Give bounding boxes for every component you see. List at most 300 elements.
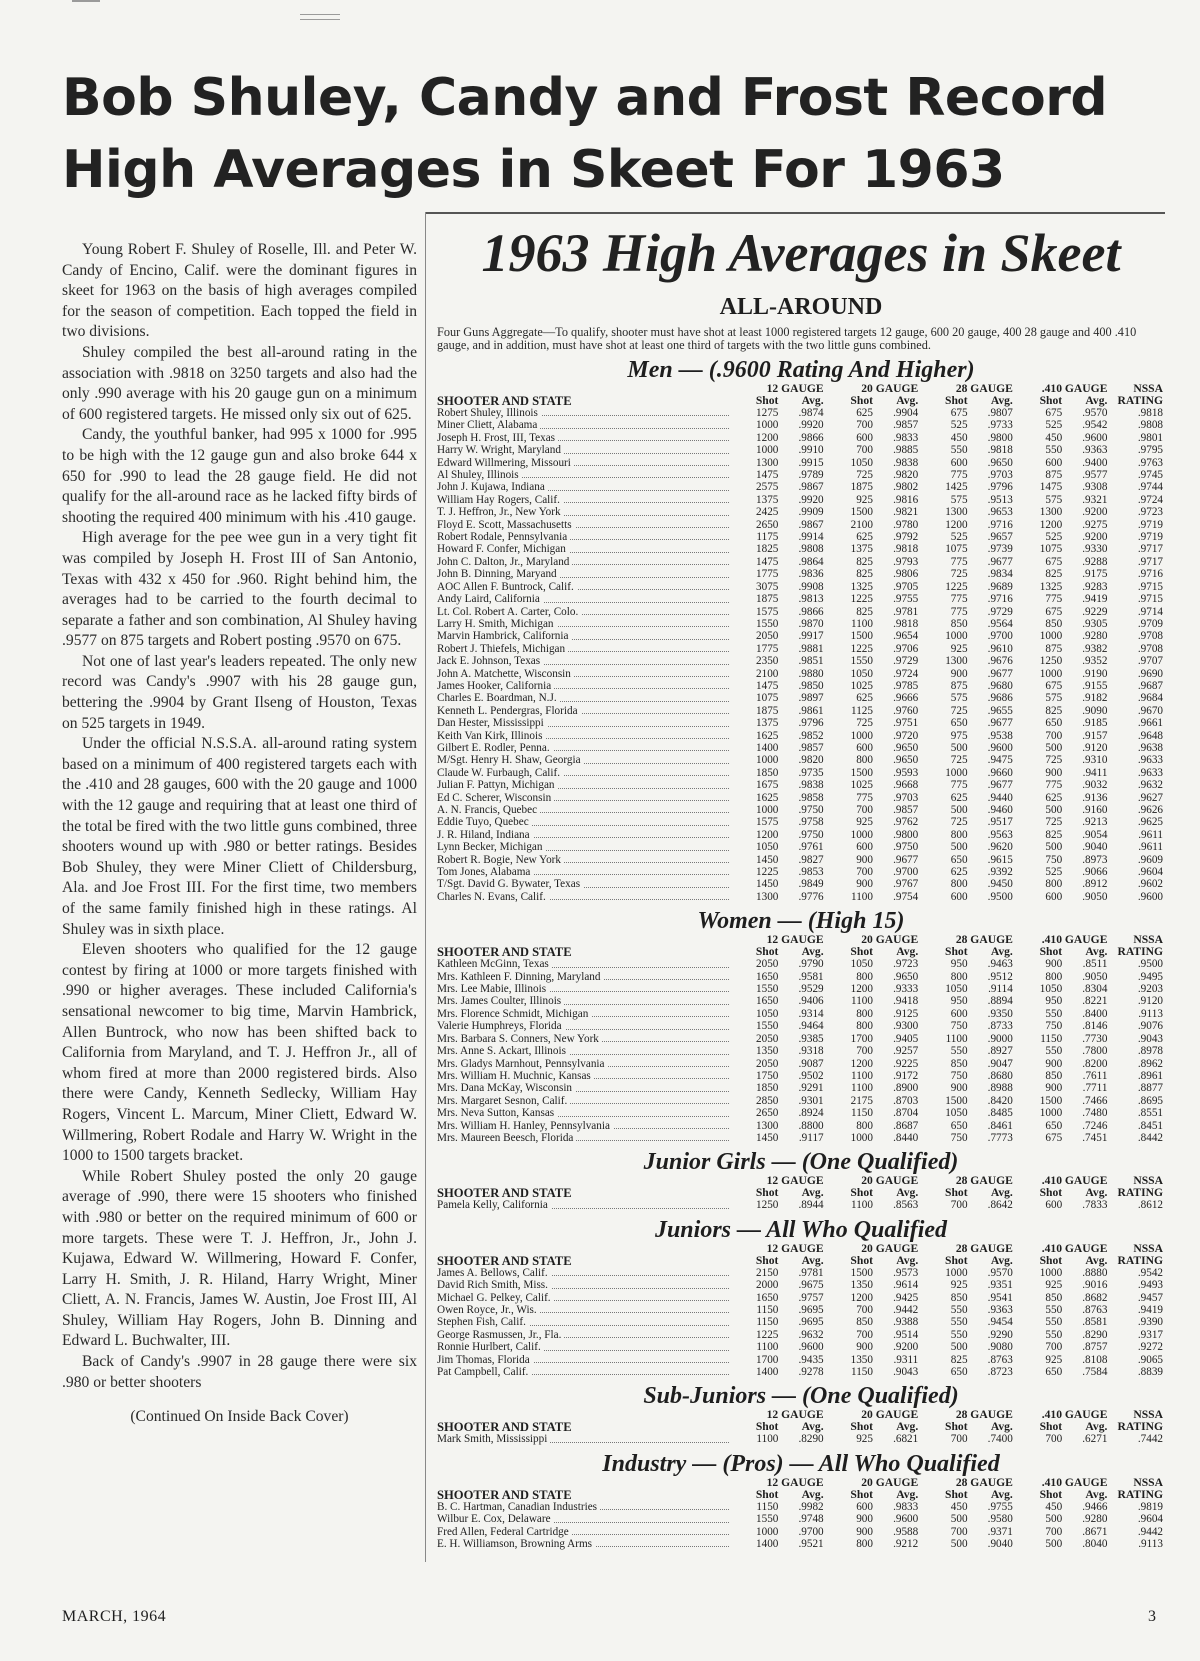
section-title: Juniors — All Who Qualified [654,1216,948,1243]
shooter-cell [437,593,731,605]
shot-header: Shot [1039,395,1063,407]
shooter-name: Mrs. Florence Schmidt, Michigan [437,1008,591,1020]
rating-cell: .9611 [1138,828,1163,841]
shot-cell: 1500 [850,766,873,779]
article-paragraph: High average for the pee wee gun in a very tight fit was compiled by Joseph H. Frost III of San Antonio, Texas with 432 x 450 for .960. Right behind him, the averages had to be carried to the fourth decimal to separate a father and son combination, Al Shuley having .9577 on 875 targets and Robert posting .9570 on 675. [62,529,417,650]
shot-cell: 775 [950,605,968,618]
shot-cell: 775 [950,469,968,482]
avg-header: Avg. [1085,1488,1108,1501]
shot-cell: 1000 [756,444,779,457]
shot-cell: 775 [1045,779,1063,792]
shooter-cell [437,854,731,866]
avg-cell: .9425 [893,1291,919,1304]
avg-cell: .9283 [1082,580,1108,593]
shooter-cell [437,1366,731,1378]
avg-cell: .9615 [987,853,1013,866]
avg-cell: .8927 [987,1045,1013,1058]
shot-cell: 900 [950,1082,968,1095]
shot-cell: 950 [1045,995,1063,1008]
all-around-description: Four Guns Aggregate—To qualify, shooter must have shot at least 1000 registered targets 12 gauge, 600 20 gauge, 400 28 gauge and 400 .410 gauge, and in addition, must have shot at least one third of targets with the two little guns combined. [437,325,1137,352]
shot-cell: 2425 [756,506,779,519]
shooter-name: Eddie Tuyo, Quebec [437,816,532,828]
rating-cell: .9611 [1138,841,1163,854]
shooter-cell [437,630,731,642]
avg-cell: .9677 [987,667,1013,680]
shot-cell: 1700 [850,1032,873,1045]
shot-header: Shot [945,1488,968,1501]
table-row [437,1199,1165,1211]
rating-cell: .9716 [1137,568,1163,581]
shooter-name: Mrs. Gladys Marnhout, Pennsylvania [437,1058,608,1070]
avg-header: Avg. [1085,1254,1108,1267]
shot-cell: 975 [950,729,968,742]
rating-cell: .8695 [1137,1094,1163,1107]
avg-header: Avg. [990,946,1013,959]
shot-cell: 800 [1045,878,1063,891]
avg-cell: .8461 [987,1119,1013,1132]
avg-cell: .7480 [1082,1107,1108,1120]
avg-cell: .9066 [1082,866,1108,879]
averages-table [437,1477,1165,1551]
shot-cell: 1500 [850,506,873,519]
shot-cell: 800 [856,1538,873,1551]
shot-cell: 1150 [756,1500,779,1513]
shot-cell: 1500 [945,1094,968,1107]
avg-cell: .9280 [1082,630,1108,643]
shot-cell: 850 [950,1291,968,1304]
header-spacer [437,934,731,946]
rating-header: RATING [1117,1254,1163,1267]
avg-cell: .9917 [798,630,824,643]
avg-cell: .9114 [988,983,1013,996]
nssa-header: NSSA [1133,1476,1163,1489]
column-header-row [437,1489,1165,1501]
shot-cell: 850 [1045,617,1063,630]
shooter-cell [437,1082,731,1094]
shot-cell: 500 [950,1341,968,1354]
shot-cell: 600 [950,456,968,469]
table-row [437,767,1165,779]
shooter-cell [437,767,731,779]
shot-cell: 1200 [850,1057,873,1070]
shot-cell: 1475 [756,679,779,692]
shooter-name: Jim Thomas, Florida [437,1354,533,1366]
shot-cell: 1000 [850,729,873,742]
avg-cell: .8680 [987,1069,1013,1082]
shooter-name: James Hooker, California [437,680,554,692]
shot-cell: 1075 [756,692,779,705]
avg-cell: .9363 [987,1303,1013,1316]
gauge-header-row [437,1175,1165,1187]
shot-cell: 1200 [850,983,873,996]
shot-cell: 900 [1045,958,1063,971]
shot-cell: 900 [856,853,873,866]
shot-cell: 1000 [945,630,968,643]
rating-header: RATING [1117,946,1163,959]
column-divider [425,212,426,1562]
avg-cell: .9818 [987,444,1013,457]
shot-cell: 1175 [756,531,779,544]
shot-cell: 1000 [945,1266,968,1279]
shooter-name: Wilbur E. Cox, Delaware [437,1513,554,1525]
shot-cell: 1575 [756,605,779,618]
avg-cell: .9870 [798,617,824,630]
shot-cell: 950 [950,995,968,1008]
avg-header: Avg. [1085,395,1108,407]
shot-cell: 1275 [756,407,779,419]
avg-cell: .9050 [1082,890,1108,903]
avg-cell: .9577 [1082,469,1108,482]
shooter-name: Pamela Kelly, California [437,1199,551,1211]
avg-cell: .8440 [893,1131,919,1144]
rating-cell: .9272 [1137,1341,1163,1354]
avg-cell: .9686 [987,692,1013,705]
avg-cell: .9982 [798,1500,824,1513]
nssa-header: NSSA [1133,934,1163,947]
avg-header: Avg. [1085,1421,1108,1434]
shot-cell: 525 [1045,419,1063,432]
shot-cell: 700 [950,1199,968,1212]
avg-cell: .9155 [1082,679,1108,692]
shot-cell: 675 [1045,555,1063,568]
avg-header: Avg. [896,1488,919,1501]
shot-cell: 1875 [850,481,873,494]
avg-cell: .8924 [798,1107,824,1120]
shooter-name: John A. Matchette, Wisconsin [437,668,574,680]
shot-header: Shot [850,1421,873,1434]
shooter-name: Andy Laird, California [437,593,543,605]
avg-header: Avg. [801,395,824,407]
shooter-name: Julian F. Pattyn, Michigan [437,779,558,791]
avg-header: Avg. [896,395,919,407]
avg-cell: .9632 [798,1328,824,1341]
shot-cell: 1875 [756,593,779,606]
shooter-name: Mrs. Dana McKay, Wisconsin [437,1082,575,1094]
shooter-header: SHOOTER AND STATE [437,1421,572,1434]
shot-cell: 525 [950,531,968,544]
shot-cell: 2050 [756,1032,779,1045]
article-paragraph: Back of Candy's .9907 in 28 gauge there were six .980 or better shooters [62,1353,417,1391]
avg-cell: .9818 [893,543,919,556]
shooter-name: John J. Kujawa, Indiana [437,481,548,493]
shot-cell: 1425 [945,481,968,494]
avg-cell: .9821 [893,506,919,519]
avg-cell: .8763 [1082,1303,1108,1316]
shooter-cell [437,1279,731,1291]
shooter-cell [437,481,731,493]
shot-cell: 1000 [1039,630,1063,643]
table-row [437,1008,1165,1020]
shooter-name: Mrs. Lee Mabie, Illinois [437,983,549,995]
shot-cell: 800 [1045,970,1063,983]
shooter-cell [437,792,731,804]
avg-cell: .9588 [893,1525,919,1538]
rating-cell: .9317 [1137,1328,1163,1341]
rating-cell: .7442 [1137,1433,1163,1446]
divider [425,212,1165,214]
avg-cell: .9874 [798,407,824,419]
avg-cell: .8485 [987,1107,1013,1120]
avg-cell: .9257 [893,1045,919,1058]
avg-cell: .9920 [798,493,824,506]
shot-cell: 550 [1045,1045,1063,1058]
avg-cell: .9834 [987,568,1013,581]
avg-cell: .9090 [1082,704,1108,717]
shot-cell: 525 [1045,531,1063,544]
avg-cell: .9853 [798,866,824,879]
avg-cell: .9720 [893,729,919,742]
shooter-name: Harry W. Wright, Maryland [437,444,564,456]
table-row [437,705,1165,717]
rating-cell: .9633 [1137,754,1163,767]
rating-cell: .9723 [1137,506,1163,519]
shooter-cell [437,556,731,568]
shot-cell: 1100 [851,617,873,630]
shot-cell: 925 [950,1279,968,1292]
table-row [437,804,1165,816]
shot-cell: 750 [950,1131,968,1144]
avg-cell: .8563 [893,1199,919,1212]
shot-header: Shot [945,395,968,407]
gauge-header: 28 GAUGE [955,934,1013,947]
avg-header: Avg. [990,1254,1013,1267]
avg-cell: .9392 [987,866,1013,879]
table-row [437,606,1165,618]
shooter-cell [437,506,731,518]
table-row [437,816,1165,828]
avg-cell: .7451 [1082,1131,1108,1144]
header-spacer [437,1409,731,1421]
shooter-name: Robert Shuley, Illinois [437,407,541,419]
table-row [437,1526,1165,1538]
shooter-name: Fred Allen, Federal Cartridge [437,1526,572,1538]
avg-header: Avg. [896,1254,919,1267]
table-row [437,1132,1165,1144]
shot-cell: 1350 [850,1353,873,1366]
shooter-cell [437,1433,731,1445]
shot-cell: 600 [856,741,873,754]
avg-cell: .9032 [1082,779,1108,792]
rating-cell: .8978 [1137,1045,1163,1058]
shot-cell: 1200 [945,518,968,531]
rating-header: RATING [1117,1488,1163,1501]
avg-cell: .9614 [893,1279,919,1292]
shooter-cell [437,1045,731,1057]
shot-cell: 1875 [756,704,779,717]
avg-cell: .9185 [1082,717,1108,730]
averages-table [437,1243,1165,1379]
shot-cell: 550 [1045,1007,1063,1020]
shot-cell: 800 [856,754,873,767]
avg-cell: .9790 [798,958,824,971]
avg-cell: .8757 [1082,1341,1108,1354]
averages-table [437,383,1165,903]
shot-cell: 800 [950,970,968,983]
shot-cell: 775 [856,791,873,804]
shot-cell: 1100 [851,890,873,903]
avg-cell: .9676 [987,655,1013,668]
gauge-header: 28 GAUGE [955,1476,1013,1489]
rating-cell: .8451 [1137,1119,1163,1132]
avg-cell: .9689 [987,580,1013,593]
avg-header: Avg. [990,1488,1013,1501]
shot-cell: 1000 [945,766,968,779]
gauge-header: 20 GAUGE [861,1476,919,1489]
table-row [437,983,1165,995]
shot-cell: 750 [950,1069,968,1082]
shot-cell: 1050 [756,841,779,854]
shot-cell: 575 [950,493,968,506]
rating-cell: .9661 [1137,717,1163,730]
avg-cell: .8682 [1082,1291,1108,1304]
avg-cell: .8420 [987,1094,1013,1107]
avg-cell: .9705 [893,580,919,593]
shooter-cell [437,469,731,481]
shot-cell: 550 [1045,1303,1063,1316]
shooter-cell [437,581,731,593]
avg-cell: .9897 [798,692,824,705]
shot-cell: 650 [1045,1366,1063,1378]
shot-cell: 850 [856,1316,873,1329]
shot-cell: 1000 [756,419,779,432]
shooter-cell [437,692,731,704]
avg-cell: .8880 [1082,1266,1108,1279]
table-row [437,1033,1165,1045]
avg-cell: .9914 [798,531,824,544]
nssa-header: NSSA [1133,383,1163,395]
table-row [437,506,1165,518]
shooter-cell [437,643,731,655]
averages-table [437,934,1165,1144]
shot-cell: 1300 [1039,506,1063,519]
shooter-name: M/Sgt. Henry H. Shaw, Georgia [437,754,584,766]
shot-cell: 725 [856,469,873,482]
avg-cell: .9512 [987,970,1013,983]
shooter-cell [437,841,731,853]
avg-cell: .9800 [987,431,1013,444]
header-spacer [437,1477,731,1489]
shooter-header: SHOOTER AND STATE [437,1488,572,1501]
shooter-name: Al Shuley, Illinois [437,469,522,481]
avg-cell: .9675 [798,1279,824,1292]
shooter-cell [437,432,731,444]
shooter-name: J. R. Hiland, Indiana [437,829,533,841]
shot-cell: 825 [950,1353,968,1366]
shooter-cell [437,1020,731,1032]
shot-cell: 1200 [850,1291,873,1304]
shot-cell: 700 [856,1045,873,1058]
shot-cell: 675 [1045,605,1063,618]
avg-cell: .9600 [1082,431,1108,444]
avg-cell: .9915 [798,456,824,469]
avg-cell: .9311 [893,1353,919,1366]
avg-cell: .9200 [1082,506,1108,519]
rating-cell: .9076 [1137,1020,1163,1033]
shot-cell: 1050 [756,1007,779,1020]
avg-cell: .9861 [798,704,824,717]
gauge-header-row [437,1409,1165,1421]
avg-cell: .9653 [987,506,1013,519]
shooter-cell [437,1199,731,1211]
shot-cell: 725 [950,754,968,767]
shooter-name: Robert R. Bogie, New York [437,854,564,866]
shot-cell: 1100 [851,1082,873,1095]
rating-cell: .8442 [1137,1131,1163,1144]
shot-cell: 1000 [850,1131,873,1144]
shot-header: Shot [850,946,873,959]
rating-cell: .8551 [1137,1107,1163,1120]
table-row [437,432,1165,444]
shot-cell: 575 [1045,692,1063,705]
avg-cell: .7833 [1082,1199,1108,1212]
avg-cell: .8800 [798,1119,824,1132]
avg-cell: .9920 [798,419,824,432]
shot-cell: 700 [856,444,873,457]
avg-header: Avg. [801,1488,824,1501]
shot-cell: 900 [856,878,873,891]
rating-cell: .8612 [1137,1199,1163,1212]
article-paragraph: While Robert Shuley posted the only 20 gauge average of .990, there were 15 shooters who finished with .980 or better on the required minimum of 600 or more targets. These were T. J. Heffron, Jr., John J. Kujawa, Edward W. Willmering, Howard F. Confer, Larry H. Smith, J. R. Hiland, Harry Wright, Miner Cliett, A. N. Francis, James W. Austin, Joe Frost III, Al Shuley, William Hay Rogers, John B. Dinning and Edward L. Buchwalter, III. [62,1167,417,1350]
avg-cell: .9333 [893,983,919,996]
shot-header: Shot [850,395,873,407]
shot-cell: 625 [856,692,873,705]
shot-header: Shot [850,1488,873,1501]
avg-cell: .9043 [893,1366,919,1378]
shooter-cell [437,1033,731,1045]
rating-cell: .9493 [1137,1279,1163,1292]
avg-header: Avg. [990,395,1013,407]
shot-cell: 600 [950,890,968,903]
shot-header: Shot [1039,1488,1063,1501]
avg-cell: .9910 [798,444,824,457]
shooter-cell [437,1292,731,1304]
avg-cell: .9750 [893,841,919,854]
shot-cell: 1025 [850,779,873,792]
shooter-header: SHOOTER AND STATE [437,1254,572,1267]
avg-cell: .9796 [987,481,1013,494]
avg-cell: .9755 [893,593,919,606]
shot-cell: 1000 [1039,1266,1063,1279]
shot-cell: 1650 [756,1291,779,1304]
shot-cell: 1300 [756,1119,779,1132]
shot-cell: 675 [1045,407,1063,419]
shooter-name: Mrs. Anne S. Ackart, Illinois [437,1045,569,1057]
avg-cell: .9593 [893,766,919,779]
scan-mark [300,14,340,15]
table-row [437,494,1165,506]
shot-cell: 1100 [851,1069,873,1082]
avg-cell: .8687 [893,1119,919,1132]
shooter-name: Claude W. Furbaugh, Calif. [437,767,563,779]
shot-cell: 1000 [1039,667,1063,680]
shot-cell: 1550 [756,1513,779,1526]
table-row [437,854,1165,866]
gauge-header-row [437,383,1165,395]
shot-cell: 1050 [945,983,968,996]
shot-cell: 650 [950,1119,968,1132]
avg-cell: .9833 [893,1500,919,1513]
table-row [437,1316,1165,1328]
avg-cell: .9275 [1082,518,1108,531]
issue-date: MARCH, 1964 [62,1608,167,1625]
avg-header: Avg. [990,1187,1013,1200]
shooter-name: John B. Dinning, Maryand [437,568,560,580]
shot-cell: 600 [856,1500,873,1513]
shot-cell: 1200 [1039,518,1063,531]
avg-cell: .9000 [987,1032,1013,1045]
avg-cell: .9047 [987,1057,1013,1070]
avg-cell: .9657 [987,531,1013,544]
